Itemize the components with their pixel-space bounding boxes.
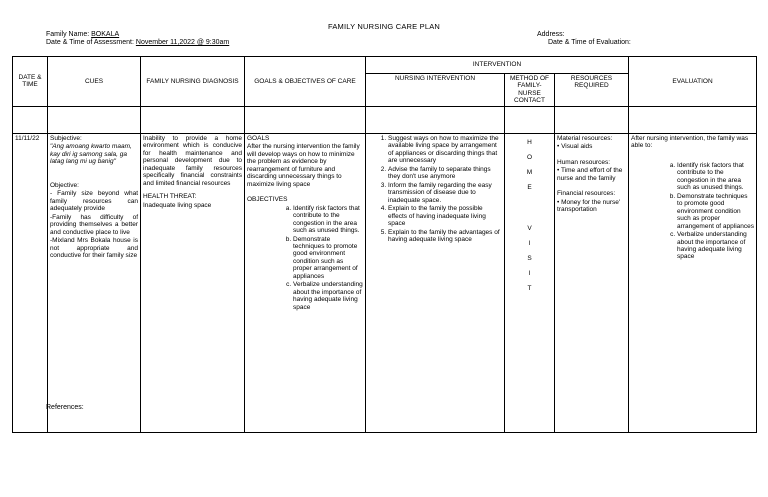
care-plan-table bbox=[12, 56, 757, 433]
blank-cell bbox=[13, 106, 48, 133]
references-label: References: bbox=[46, 404, 84, 411]
human-resources-text: • Time and effort of the nurse and the family bbox=[557, 167, 623, 182]
intervention-item: 4. Explain to the family the possible effects of having inadequate living space bbox=[388, 205, 502, 227]
blank-row bbox=[13, 106, 757, 133]
financial-resources-label: Financial resources: bbox=[557, 190, 616, 198]
blank-cell bbox=[141, 106, 245, 133]
assessment-value: November 11,2022 @ 9:30am bbox=[135, 39, 230, 46]
header-goals: GOALS & OBJECTIVES OF CARE bbox=[245, 57, 366, 107]
method-contact-cell bbox=[505, 133, 555, 432]
visit-letter: V bbox=[527, 224, 532, 232]
subjective-quote: "Ang amoang kwarto maam, kay diri ig samong sala, ga latag lang mi ug banig" bbox=[50, 143, 132, 166]
intervention-list bbox=[372, 135, 502, 244]
blank-cell bbox=[505, 106, 555, 133]
blank-cell bbox=[629, 106, 757, 133]
objectives-list bbox=[273, 205, 363, 312]
nursing-intervention-cell bbox=[366, 133, 505, 432]
goal-label: GOALS bbox=[247, 134, 270, 142]
evaluation-list bbox=[657, 162, 754, 261]
home-letter: M bbox=[526, 168, 533, 176]
header-resources: RESOURCES REQUIRED bbox=[555, 74, 629, 107]
assessment-line bbox=[46, 39, 229, 47]
header-intervention: INTERVENTION bbox=[366, 57, 629, 74]
intervention-item: 2. Advise the family to separate things they don't use anymore bbox=[388, 166, 502, 181]
objective-item: -Family has difficulty of providing themselves a better and conductive place to live bbox=[50, 213, 138, 236]
date-cell: 11/11/22 bbox=[13, 133, 48, 432]
visit-letter: T bbox=[527, 284, 532, 292]
objective-list-item: b. Demonstrate techniques to promote good environment condition such as proper arrangement of appliances bbox=[293, 236, 363, 281]
evaluation-item: a. Identify risk factors that contribute to the congestion in the area such as unused things. bbox=[677, 162, 754, 192]
family-name-label: Family Name: bbox=[46, 31, 90, 38]
objective-label: Objective: bbox=[50, 181, 79, 189]
intervention-item: 3. Inform the family regarding the easy transmission of disease due to inadequate space. bbox=[388, 182, 502, 204]
header-evaluation: EVALUATION bbox=[629, 57, 757, 107]
family-name-line bbox=[46, 31, 119, 39]
evaluation-date-label: Date & Time of Evaluation: bbox=[548, 39, 631, 46]
family-name-value: BOKALA bbox=[91, 31, 120, 38]
objective-item: - Family size beyond what family resources can adequately provide bbox=[50, 190, 138, 213]
visit-letter: I bbox=[528, 239, 531, 247]
header-diagnosis: FAMILY NURSING DIAGNOSIS bbox=[141, 57, 245, 107]
header-date-time: DATE & TIME bbox=[13, 57, 48, 107]
health-threat-text: Inadequate living space bbox=[143, 201, 212, 209]
objective-list-item: a. Identify risk factors that contribute to the congestion in the area such as unused things. bbox=[293, 205, 363, 235]
care-plan-row bbox=[13, 133, 757, 432]
subjective-label: Subjective: bbox=[50, 134, 82, 142]
goals-cell bbox=[245, 133, 366, 432]
home-letter: E bbox=[527, 183, 532, 191]
evaluation-intro: After nursing intervention, the family was able to: bbox=[631, 134, 749, 150]
material-resources-text: • Visual aids bbox=[557, 143, 593, 151]
document-title: FAMILY NURSING CARE PLAN bbox=[327, 22, 441, 31]
evaluation-cell bbox=[629, 133, 757, 432]
intervention-item: 1. Suggest ways on how to maximize the available living space by arrangement of appliances or discarding things that are unnecessary bbox=[388, 135, 502, 165]
visit-letter: I bbox=[528, 269, 531, 277]
goal-text: After the nursing intervention the family will develop ways on how to minimize the problem as evidence by rearrangement of furniture and discarding unnecessary things to maximize living space bbox=[247, 143, 360, 188]
financial-resources-text: • Money for the nurse' transportation bbox=[557, 198, 621, 214]
human-resources-label: Human resources: bbox=[557, 158, 611, 166]
home-letter: H bbox=[527, 138, 532, 146]
diagnosis-text: Inability to provide a home environment which is conducive for health maintenance and personal development due to inadequate family resources specifically financial constraints and limited financial resources bbox=[143, 134, 242, 187]
blank-cell bbox=[245, 106, 366, 133]
health-threat-label: HEALTH THREAT: bbox=[143, 193, 197, 201]
cues-cell bbox=[48, 133, 141, 432]
diagnosis-cell bbox=[141, 133, 245, 432]
header-nursing-intervention: NURSING INTERVENTION bbox=[366, 74, 505, 107]
home-letter: O bbox=[526, 153, 533, 161]
objectives-label: OBJECTIVES bbox=[247, 196, 288, 204]
visit-letter: S bbox=[527, 254, 532, 262]
evaluation-item: b. Demonstrate techniques to promote good environment condition such as proper arrangement of appliances bbox=[677, 193, 754, 230]
evaluation-item: c. Verbalize understanding about the importance of having adequate living space bbox=[677, 231, 754, 261]
assessment-label: Date & Time of Assessment: bbox=[46, 39, 134, 46]
blank-cell bbox=[48, 106, 141, 133]
address-label: Address: bbox=[537, 31, 565, 38]
resources-cell bbox=[555, 133, 629, 432]
header-cues: CUES bbox=[48, 57, 141, 107]
header-method-contact: METHOD OF FAMILY-NURSE CONTACT bbox=[505, 74, 555, 107]
objective-list-item: c. Verbalize understanding about the importance of having adequate living space bbox=[293, 281, 363, 311]
material-resources-label: Material resources: bbox=[557, 134, 613, 142]
blank-cell bbox=[366, 106, 505, 133]
objective-item: -Mixland Mrs Bokala house is not appropriate and conductive for their family size bbox=[50, 237, 138, 259]
header-row-1 bbox=[13, 57, 757, 74]
blank-cell bbox=[555, 106, 629, 133]
intervention-item: 5. Explain to the family the advantages of having adequate living space bbox=[388, 229, 502, 244]
